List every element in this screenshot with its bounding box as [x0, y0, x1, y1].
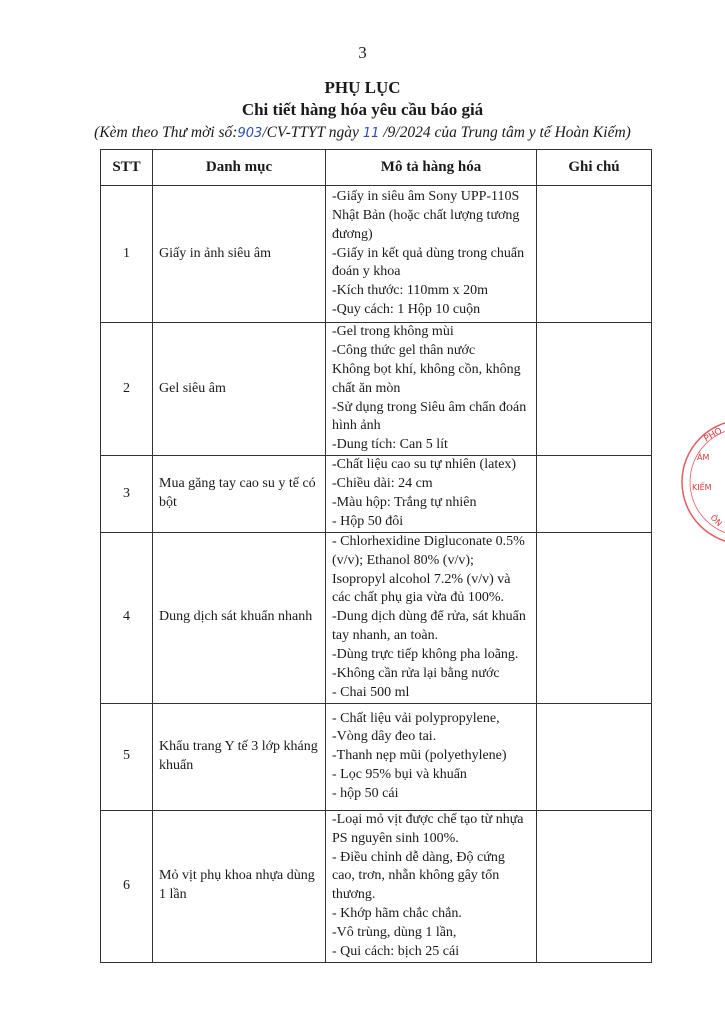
row-category: Gel siêu âm: [153, 323, 326, 456]
description-line: -Chất liệu cao su tự nhiên (latex): [332, 457, 517, 473]
description-line: -Dung dịch dùng để rửa, sát khuẩn tay nhanh, an toàn.: [332, 609, 526, 644]
row-note: [537, 703, 652, 810]
header-category: Danh mục: [153, 150, 326, 186]
table-row: [101, 323, 652, 456]
description-line: - Điều chỉnh dễ dàng, Độ cứng cao, trơn, nhẵn không gây tổn thương.: [332, 849, 505, 903]
svg-text:ÂM: ÂM: [697, 453, 710, 462]
row-category: Mua găng tay cao su y tế có bột: [153, 456, 326, 533]
description-line: - Hộp 50 đôi: [332, 513, 404, 529]
description-line: -Dung tích: Can 5 lít: [332, 437, 448, 453]
row-description: [326, 703, 537, 810]
description-line: -Chiều dài: 24 cm: [332, 476, 433, 492]
row-category: Dung dịch sát khuẩn nhanh: [153, 532, 326, 703]
description-line: -Giấy in kết quả dùng trong chuẩn đoán y khoa: [332, 245, 525, 280]
row-stt: 4: [101, 532, 153, 703]
description-line: -Loại mỏ vịt được chế tạo từ nhựa PS nguyên sinh 100%.: [332, 811, 524, 846]
description-line: Không bọt khí, không cồn, không chất ăn mòn: [332, 361, 521, 396]
description-line: - Qui cách: bịch 25 cái: [332, 944, 460, 960]
description-line: -Công thức gel thân nước: [332, 342, 476, 358]
row-note: [537, 456, 652, 533]
table-header-row: [101, 150, 652, 186]
description-line: -Thanh nẹp mũi (polyethylene): [332, 748, 507, 764]
row-description: [326, 186, 537, 323]
svg-text:KIẾM: KIẾM: [692, 483, 712, 492]
description-line: - Khớp hãm chắc chắn.: [332, 906, 462, 922]
appendix-title: PHỤ LỤC: [324, 78, 401, 97]
attachment-middle: /CV-TTYT ngày: [262, 124, 359, 141]
row-note: [537, 186, 652, 323]
table-row: [101, 532, 652, 703]
table-row: [101, 810, 652, 962]
description-line: -Không cần rửa lại bằng nước: [332, 666, 500, 682]
goods-table: [100, 149, 652, 963]
header-stt: STT: [101, 150, 153, 186]
page-number: 3: [358, 43, 367, 62]
document-title: Chi tiết hàng hóa yêu cầu báo giá: [241, 100, 484, 119]
description-line: -Dùng trực tiếp không pha loãng.: [332, 647, 519, 663]
attachment-suffix: /9/2024 của Trung tâm y tế Hoàn Kiếm): [383, 124, 631, 141]
description-line: -Vòng dây đeo tai.: [332, 729, 437, 745]
table-row: [101, 186, 652, 323]
handwritten-letter-number: 903: [237, 126, 263, 141]
attachment-reference: [0, 124, 725, 142]
description-line: -Gel trong không mùi: [332, 324, 454, 339]
svg-text:PHÒ: PHÒ: [702, 426, 725, 445]
row-description: [326, 323, 537, 456]
description-line: - Lọc 95% bụi và khuẩn: [332, 767, 467, 783]
row-note: [537, 323, 652, 456]
description-line: - hộp 50 cái: [332, 786, 399, 802]
row-description: [326, 456, 537, 533]
table-row: [101, 456, 652, 533]
description-line: -Sử dụng trong Siêu âm chẩn đoán hình ảnh: [332, 399, 527, 434]
red-seal-stamp: [672, 412, 725, 552]
description-line: -Kích thước: 110mm x 20m: [332, 283, 489, 299]
row-stt: 3: [101, 456, 153, 533]
description-line: - Chai 500 ml: [332, 684, 410, 700]
header-description: Mô tả hàng hóa: [326, 150, 537, 186]
description-line: -Vô trùng, dùng 1 lần,: [332, 925, 457, 941]
attachment-prefix: (Kèm theo Thư mời số:: [94, 124, 238, 141]
description-line: -Quy cách: 1 Hộp 10 cuộn: [332, 302, 481, 318]
row-category: Khẩu trang Y tế 3 lớp kháng khuẩn: [153, 703, 326, 810]
table-row: [101, 703, 652, 810]
header-note: Ghi chú: [537, 150, 652, 186]
description-line: -Màu hộp: Trắng tự nhiên: [332, 495, 477, 511]
description-line: -Giấy in siêu âm Sony UPP-110S Nhật Bản (hoặc chất lượng tương đương): [332, 188, 520, 242]
svg-text:ÔN: ÔN: [708, 513, 724, 529]
row-note: [537, 532, 652, 703]
row-category: Mỏ vịt phụ khoa nhựa dùng 1 lần: [153, 810, 326, 962]
row-category: Giấy in ảnh siêu âm: [153, 186, 326, 323]
row-stt: 2: [101, 323, 153, 456]
row-stt: 1: [101, 186, 153, 323]
description-line: - Chlorhexidine Digluconate 0.5% (v/v); Ethanol 80% (v/v); Isopropyl alcohol 7.2% (v/v) và các chất phụ gia vừa đủ 100%.: [332, 533, 525, 606]
row-note: [537, 810, 652, 962]
handwritten-day: 11: [362, 126, 380, 141]
row-description: [326, 532, 537, 703]
row-stt: 6: [101, 810, 153, 962]
row-description: [326, 810, 537, 962]
row-stt: 5: [101, 703, 153, 810]
description-line: - Chất liệu vải polypropylene,: [332, 710, 500, 726]
